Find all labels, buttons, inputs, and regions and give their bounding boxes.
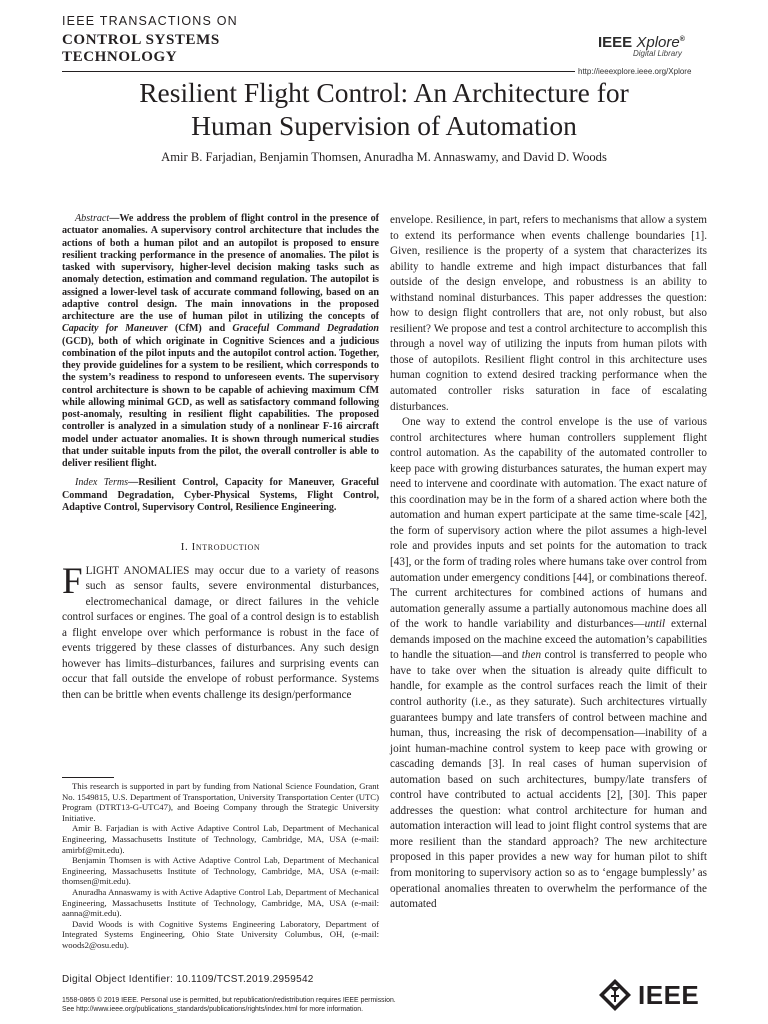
xplore-ieee: IEEE [598, 34, 633, 51]
abstract-dash: — [109, 213, 120, 224]
abstract-text-3: (GCD), both of which originate in Cognitive Sciences and a judicious combination of the pilot inputs and the autopilot control action. Together, they provide guidelines for a system to be resilient, which corresponds to the system’s readiness to respond to unforeseen events. The supervisory control architecture is shown to be capable of achieving maximum CfM while allowing minimal GCD, as well as satisfactory command following post-anomaly, resulting in resilient flight capabilities. The proposed controller is analyzed in a simulation study of a nonlinear F-16 aircraft model under actuator anomalies. It is shown through numerical studies that under suitable inputs from the pilot, the overall controller is able to deliver resilient flight. [62, 335, 379, 469]
index-terms [62, 477, 379, 514]
abstract-text-1: We address the problem of flight control in the presence of actuator anomalies. A supervisory control architecture that includes the actions of both a human pilot and an autopilot is proposed to ensure resilient tracking performance in the presence of anomalies. The pilot is tasked with supervisory, higher-level decision making tasks such as anomaly detection, estimation and command regulation. The autopilot is assigned a lower-level task of accurate command following, based on an adaptive control design. The main innovations in the proposed architecture are the use of human pilot in utilizing the concepts of [62, 213, 379, 322]
footnote-thomsen: Benjamin Thomsen is with Active Adaptive Control Lab, Department of Mechanical Engineering, Massachusetts Institute of Technology, Cambridge, MA, USA (e-mail: thomsen@mit.edu). [62, 855, 379, 887]
index-terms-lead: Index Terms [75, 477, 129, 489]
copyright-notice [62, 996, 582, 1014]
index-terms-dash: — [128, 477, 139, 489]
footnote-farjadian: Amir B. Farjadian is with Active Adaptive Control Lab, Department of Mechanical Engineering, Massachusetts Institute of Technology, Cambridge, MA, USA (e-mail: amirbf@mit.edu). [62, 823, 379, 855]
section-title-cap: I [191, 541, 196, 553]
header-rule [62, 71, 575, 72]
footnotes [62, 781, 379, 951]
right-paragraph-2b: external demands imposed on the machine exceed the automation’s capabilities to handle the situation—and [390, 618, 707, 662]
intro-text: may occur due to a variety of reasons such as sensor faults, severe environmental disturbances, electromechanical damage, or direct failures in the vehicle control surfaces or engines. The goal of a control design is to establish a flight envelope over which performance is robust in the face of events triggered by these classes of disturbances. Any such design however has limits–disturbances, failures and surprising events can occur that fall outside the envelope of robust performance. Systems then can be brittle when events challenge its design/performance [62, 564, 379, 701]
paper-title-line2: Human Supervision of Automation [191, 110, 577, 141]
copyright-line1: 1558-0865 © 2019 IEEE. Personal use is permitted, but republication/redistribution requires IEEE permission. [62, 997, 396, 1004]
right-paragraph-2a: One way to extend the control envelope is the use of various control architectures where human controllers supplement flight control automation. As the capability of the automated controller to keep pace with growing disturbances saturates, the human expert may need to intervene and coordinate with automation. The exact nature of this coordination may be in the form of a shared action where both the automation and human expert participate at the same time-scale [42], the form of supervisory action where the pilot assumes a high-level role and provides inputs and set points for the automation to track [43], or the form of trading roles where humans take over control from automation under emergency conditions [44], or combinations thereof. The current architectures for combined actions of humans and automation generally assume a partially autonomous machine does all of the work to handle variability and disturbances— [390, 416, 707, 631]
journal-series: IEEE TRANSACTIONS ON [62, 14, 238, 28]
word-until: until [644, 618, 666, 631]
right-paragraph-1: envelope. Resilience, in part, refers to mechanisms that allow a system to extend its performance when events challenge boundaries [1]. Given, resilience is the property of a system that characterizes its ability to handle extreme and high impact disturbances that fall outside of the design envelope, and robustness is an ability to withstand nominal disturbances. This paper addresses the question: how to design flight controllers that are, not only robust, but also resilient? We propose and test a control architecture to accomplish this through a novel way of utilizing the inputs from human pilots with those of autopilots. Resilient flight control in this architecture uses human cognition to extend desired tracking performance when the automated controller risks saturation in face of escalating disturbances. [390, 214, 707, 413]
word-then: then [521, 649, 542, 662]
right-paragraph-2 [390, 415, 707, 913]
intro-caps: LIGHT ANOMALIES [85, 564, 190, 577]
journal-name [62, 32, 220, 66]
paper-authors: Amir B. Farjadian, Benjamin Thomsen, Anuradha M. Annaswamy, and David D. Woods [161, 150, 607, 164]
footnote-woods: David Woods is with Cognitive Systems Engineering Laboratory, Department of Integrated Systems Engineering, Ohio State University Columbus, OH, (e-mail: woods2@osu.edu). [62, 918, 379, 950]
footnote-rule [62, 777, 114, 778]
paper-title-line1: Resilient Flight Control: An Architecture for [139, 77, 629, 108]
drop-cap: F [62, 560, 83, 602]
abstract-text-2: (CfM) and [167, 323, 233, 335]
footnote-annaswamy: Anuradha Annaswamy is with Active Adaptive Control Lab, Department of Mechanical Engineering, Massachusetts Institute of Technology, Cambridge, MA, USA (e-mail: aanna@mit.edu). [62, 886, 379, 919]
section-numeral: I. [180, 541, 192, 553]
xplore-reg: ® [679, 36, 685, 43]
ieee-diamond-icon [598, 978, 632, 1012]
journal-name-line2: TECHNOLOGY [62, 49, 178, 65]
copyright-line2: See http://www.ieee.org/publications_standards/publications/rights/index.html for more information. [62, 1006, 364, 1013]
ieee-xplore-logo [598, 34, 708, 58]
left-column [62, 213, 379, 703]
abstract-cfm-term: Capacity for Maneuver [62, 323, 168, 335]
abstract-gcd-term: Graceful Command Degradation [232, 323, 379, 335]
section-heading [62, 540, 379, 556]
footnote-funding: This research is supported in part by funding from National Science Foundation, Grant No. 1549815, U.S. Department of Transportation, University Transportation Center (UTC) Program (DTRT13-G-UTC47), and Boeing Company through the Strategic University Initiative. [62, 781, 379, 823]
xplore-url[interactable]: http://ieeexplore.ieee.org/Xplore [578, 67, 692, 76]
xplore-word: Xplore [636, 34, 680, 51]
doi: Digital Object Identifier: 10.1109/TCST.2019.2959542 [62, 974, 314, 985]
journal-name-line1: CONTROL SYSTEMS [62, 32, 220, 48]
ieee-logo-text: IEEE [638, 979, 700, 1010]
right-column [390, 213, 707, 913]
right-paragraph-2c: control is transferred to people who have to take over when the situation is already quite difficult to handle, for example as the control surfaces reach the limit of their control authority (i.e., as they saturate). Such architectures virtually guarantees bumpy and late transfers of control between machine and human, thus, increasing the risk of decompensation—inability of a joint human-machine control system to keep pace with growing or cascading demands [3]. In real cases of human supervision of automation based on such architectures, bumpy/late transfers of control have contributed to actual accidents [2], [30]. This paper addresses the question: what control architecture for human and automation interaction will lead to joint flight control systems that are more resilient than the standard approach? The new architecture proposed in this paper provides a new way for human pilot to shift from monitoring to supervisory action so as to ‘engage bumplessly’ as operational anomalies threaten to overwhelm the performance of the automated [390, 649, 707, 911]
section-title-rest: ntroduction [195, 541, 261, 553]
xplore-subtitle: Digital Library [633, 49, 682, 58]
paper-title [40, 76, 728, 142]
ieee-logo [598, 975, 710, 1015]
abstract-lead: Abstract [75, 213, 110, 224]
abstract [62, 213, 379, 470]
index-terms-text: Resilient Control, Capacity for Maneuver, Graceful Command Degradation, Cyber-Physical Systems, Flight Control, Adaptive Control, Supervisory Control, Resilience Engineering. [62, 477, 379, 513]
intro-paragraph [62, 560, 379, 704]
